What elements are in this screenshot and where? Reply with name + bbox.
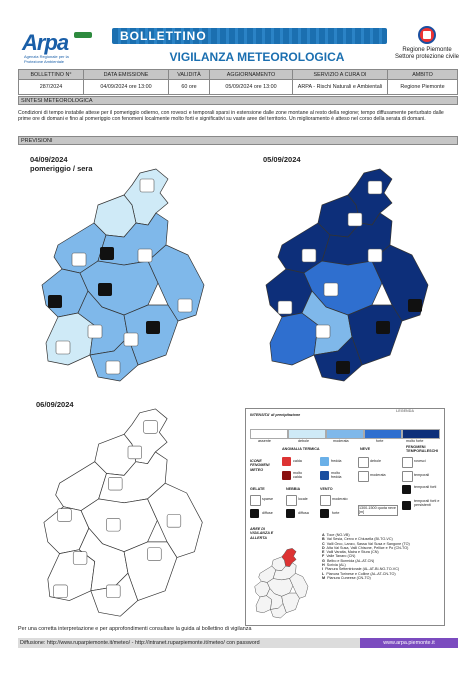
sintesi-title: SINTESI METEOROLOGICA xyxy=(18,96,458,105)
lbl-gelate-sparse: sparse xyxy=(262,497,274,501)
aree-mini-map xyxy=(250,547,316,621)
intensity-title: INTENSITA' di precipitazione xyxy=(250,413,301,417)
calda-icon xyxy=(282,457,291,466)
map2-label xyxy=(263,155,301,164)
gelate-diffuse-icon xyxy=(250,509,259,518)
temporali-icon xyxy=(88,325,102,338)
area-e: E Valli Varaita, Maira e Stura (CN) xyxy=(322,550,379,555)
temporali-forti-icon xyxy=(336,361,350,374)
protezione-civile-emblem-icon xyxy=(418,26,436,44)
nebbia-icon xyxy=(108,477,122,490)
temporali-icon xyxy=(278,301,292,314)
temporali-icon xyxy=(316,325,330,338)
footer-diffusione[interactable]: Diffusione: http://www.ruparpiemonte.it/meteo/ - http://intranet.ruparpiemonte.it/meteo/ con password xyxy=(20,640,260,646)
aree-list xyxy=(322,533,442,580)
temporali-forti-icon xyxy=(48,295,62,308)
nebbia-icon xyxy=(54,585,68,598)
swatch-forte xyxy=(364,429,402,439)
temporali-icon xyxy=(106,361,120,374)
icons-title: ICONE FENOMENI METEO xyxy=(250,459,270,472)
temporali-icon xyxy=(72,253,86,266)
lbl-molto-fredda: molto fredda xyxy=(331,471,342,480)
sintesi-text: Condizioni di tempo instabile attese per il pomeriggio odierno, con rovesci e temporali sparsi in estensione dalle zone montane al resto della regione; tempo diffusamente perturbato dalle prime ore di domani e fino al pomeriggio con fenomeni localmente molto forti e significativi su vaste aree del territorio. Un miglioramento è atteso nel corso della serata di domani. xyxy=(18,110,444,123)
col-vento: VENTO xyxy=(320,487,333,491)
lbl-rovesci: rovesci xyxy=(414,459,426,463)
temporali-forti-icon xyxy=(100,247,114,260)
legend-title: LEGENDA xyxy=(396,409,415,413)
footer-bar xyxy=(18,638,458,648)
col-neve: NEVE xyxy=(360,447,371,451)
neve-debole-icon xyxy=(358,457,369,468)
col-data-emissione: DATA EMISSIONE xyxy=(84,70,169,80)
temporali-forti-icon xyxy=(146,321,160,334)
temporali-forti-icon xyxy=(376,321,390,334)
lbl-neve-debole: debole xyxy=(370,459,382,463)
temporali-forti-icon xyxy=(98,283,112,296)
col-validita: VALIDITÀ xyxy=(169,70,210,80)
gelate-sparse-icon xyxy=(250,495,261,506)
map1-period: pomeriggio / sera xyxy=(30,164,93,173)
lbl-molto-forte: molto forte xyxy=(406,439,424,443)
logo-subtitle: Agenzia Regionale per la Protezione Ambientale xyxy=(24,54,69,64)
footnote: Per una corretta interpretazione e per approfondimenti consultare la guida al bollettino di vigilanza xyxy=(18,626,252,632)
footer-site-link[interactable]: www.arpa.piemonte.it xyxy=(360,638,458,648)
area-h: H Scrivia (AL) xyxy=(322,563,346,568)
temporali-icon xyxy=(368,249,382,262)
swatch-assente xyxy=(250,429,288,439)
region-name: Regione Piemonte xyxy=(402,47,452,53)
lbl-assente: assente xyxy=(258,439,271,443)
temporali-icon xyxy=(302,249,316,262)
lbl-neve-moderata: moderata xyxy=(370,473,386,477)
logo-text: Arpa xyxy=(22,30,69,55)
col-nebbia: NEBBIA xyxy=(286,487,301,491)
rovesci-icon xyxy=(140,179,154,192)
lbl-temporali-forti: temporali forti xyxy=(414,485,437,489)
fredda-icon xyxy=(320,457,329,466)
zone-e xyxy=(46,313,94,365)
col-anomalia: ANOMALIA TERMICA xyxy=(282,447,320,451)
logo-accent xyxy=(74,32,92,38)
temporali-persistenti-icon xyxy=(402,501,411,510)
area-g: G Belbo e Bormida (AL-AT-CN) xyxy=(322,558,375,563)
lbl-temporali-persistenti: temporali forti e persistenti xyxy=(414,499,440,508)
lbl-nebbia-locale: locale xyxy=(298,497,308,501)
temporali-forti-icon xyxy=(402,485,411,494)
temporali-icon xyxy=(324,283,338,296)
temporali-icon xyxy=(402,471,413,482)
nebbia-icon xyxy=(144,421,158,434)
rovesci-icon xyxy=(56,341,70,354)
nebbia-icon xyxy=(58,509,72,522)
val-ambito: Regione Piemonte xyxy=(388,80,458,95)
rovesci-icon xyxy=(138,249,152,262)
area-i: I Pianura Settentrionale (AL-AT-BI-NO-TO-VC) xyxy=(322,567,400,572)
lbl-gelate-diffuse: diffuse xyxy=(262,511,273,515)
temporali-icon xyxy=(368,181,382,194)
lbl-debole: debole xyxy=(298,439,310,443)
map2-piemonte xyxy=(252,165,452,390)
nebbia-icon xyxy=(167,515,181,528)
area-l: L Pianura Torinese e Colline (AL-AT-CN-TO) xyxy=(322,571,396,576)
swatch-moderata xyxy=(326,429,364,439)
area-a: A Toce (NO-VB) xyxy=(322,533,350,537)
col-servizio: SERVIZIO A CURA DI xyxy=(293,70,388,80)
banner-title: BOLLETTINO xyxy=(120,29,207,43)
val-validita: 60 ore xyxy=(169,80,210,95)
val-servizio: ARPA - Rischi Naturali e Ambientali xyxy=(293,80,388,95)
rovesci-icon xyxy=(402,457,413,468)
val-data-emissione: 04/09/2024 ore 13:00 xyxy=(84,80,169,95)
lbl-calda: calda xyxy=(293,459,302,463)
lbl-vento-forte: forte xyxy=(332,511,340,515)
header xyxy=(12,22,463,64)
temporali-icon xyxy=(348,213,362,226)
zone-e xyxy=(270,313,318,365)
val-aggiornamento: 05/09/2024 ore 13:00 xyxy=(210,80,293,95)
vento-moderato-icon xyxy=(320,495,331,506)
nebbia-locale-icon xyxy=(286,495,297,506)
legend-box xyxy=(245,408,445,626)
neve-moderata-icon xyxy=(358,471,369,482)
nebbia-icon xyxy=(106,585,120,598)
lbl-temporali: temporali xyxy=(414,473,430,477)
map3-date: 06/09/2024 xyxy=(36,400,74,409)
vento-forte-icon xyxy=(320,509,329,518)
temporali-icon xyxy=(124,333,138,346)
lbl-vento-moderato: moderato xyxy=(332,497,348,501)
col-gelate: GELATE xyxy=(250,487,265,491)
region-block xyxy=(382,26,472,61)
arpa-logo xyxy=(22,30,92,64)
lbl-nebbia-diffusa: diffusa xyxy=(298,511,309,515)
area-d: D Alta Val Susa, Valli Chisone, Pellice e Po (CN-TO) xyxy=(322,545,409,550)
col-bollettino: BOLLETTINO N° xyxy=(19,70,84,80)
swatch-debole xyxy=(288,429,326,439)
area-c: C Valli Orco, Lanzo, Sassa Val Susa e Sangone (TO) xyxy=(322,541,410,546)
col-ambito: AMBITO xyxy=(388,70,458,80)
swatch-molto-forte xyxy=(402,429,440,439)
bulletin-banner xyxy=(112,28,387,44)
area-f: F Valle Tanaro (CN) xyxy=(322,554,356,559)
molto-fredda-icon xyxy=(320,471,329,480)
col-aggiornamento: AGGIORNAMENTO xyxy=(210,70,293,80)
area-m: M Pianura Cuneese (CN-TO) xyxy=(322,575,371,580)
map1-piemonte xyxy=(28,165,228,390)
nebbia-icon xyxy=(73,552,87,565)
nebbia-icon xyxy=(128,446,142,459)
page-title: VIGILANZA METEOROLOGICA xyxy=(169,50,345,64)
info-table xyxy=(18,69,458,95)
lbl-forte: forte xyxy=(376,439,384,443)
temporali-forti-icon xyxy=(408,299,422,312)
col-temporali: FENOMENI TEMPORALESCHI xyxy=(406,445,438,454)
info-value-row xyxy=(19,80,458,95)
area-b: B Val Sesia, Cervo e Chiusella (BI-TO-VC) xyxy=(322,537,393,542)
lbl-moderata: moderata xyxy=(333,439,349,443)
map3-piemonte xyxy=(28,405,228,625)
nebbia-diffusa-icon xyxy=(286,509,295,518)
info-header-row xyxy=(19,70,458,80)
lbl-fredda: fredda xyxy=(331,459,342,463)
region-sub: Settore protezione civile xyxy=(394,54,460,60)
nebbia-icon xyxy=(148,548,162,561)
temporali-icon xyxy=(178,299,192,312)
lbl-quota-neve: 1300-1500 quota neve [m] xyxy=(358,505,398,516)
aree-title: AREE DI VIGILANZA E ALLERTA xyxy=(250,527,274,540)
val-bollettino: 287/2024 xyxy=(19,80,84,95)
map2-date: 05/09/2024 xyxy=(263,155,301,164)
lbl-molto-calda: molto calda xyxy=(293,471,303,480)
map1-date: 04/09/2024 xyxy=(30,155,68,164)
molto-calda-icon xyxy=(282,471,291,480)
previsioni-title: PREVISIONI xyxy=(18,136,458,145)
nebbia-icon xyxy=(106,518,120,531)
